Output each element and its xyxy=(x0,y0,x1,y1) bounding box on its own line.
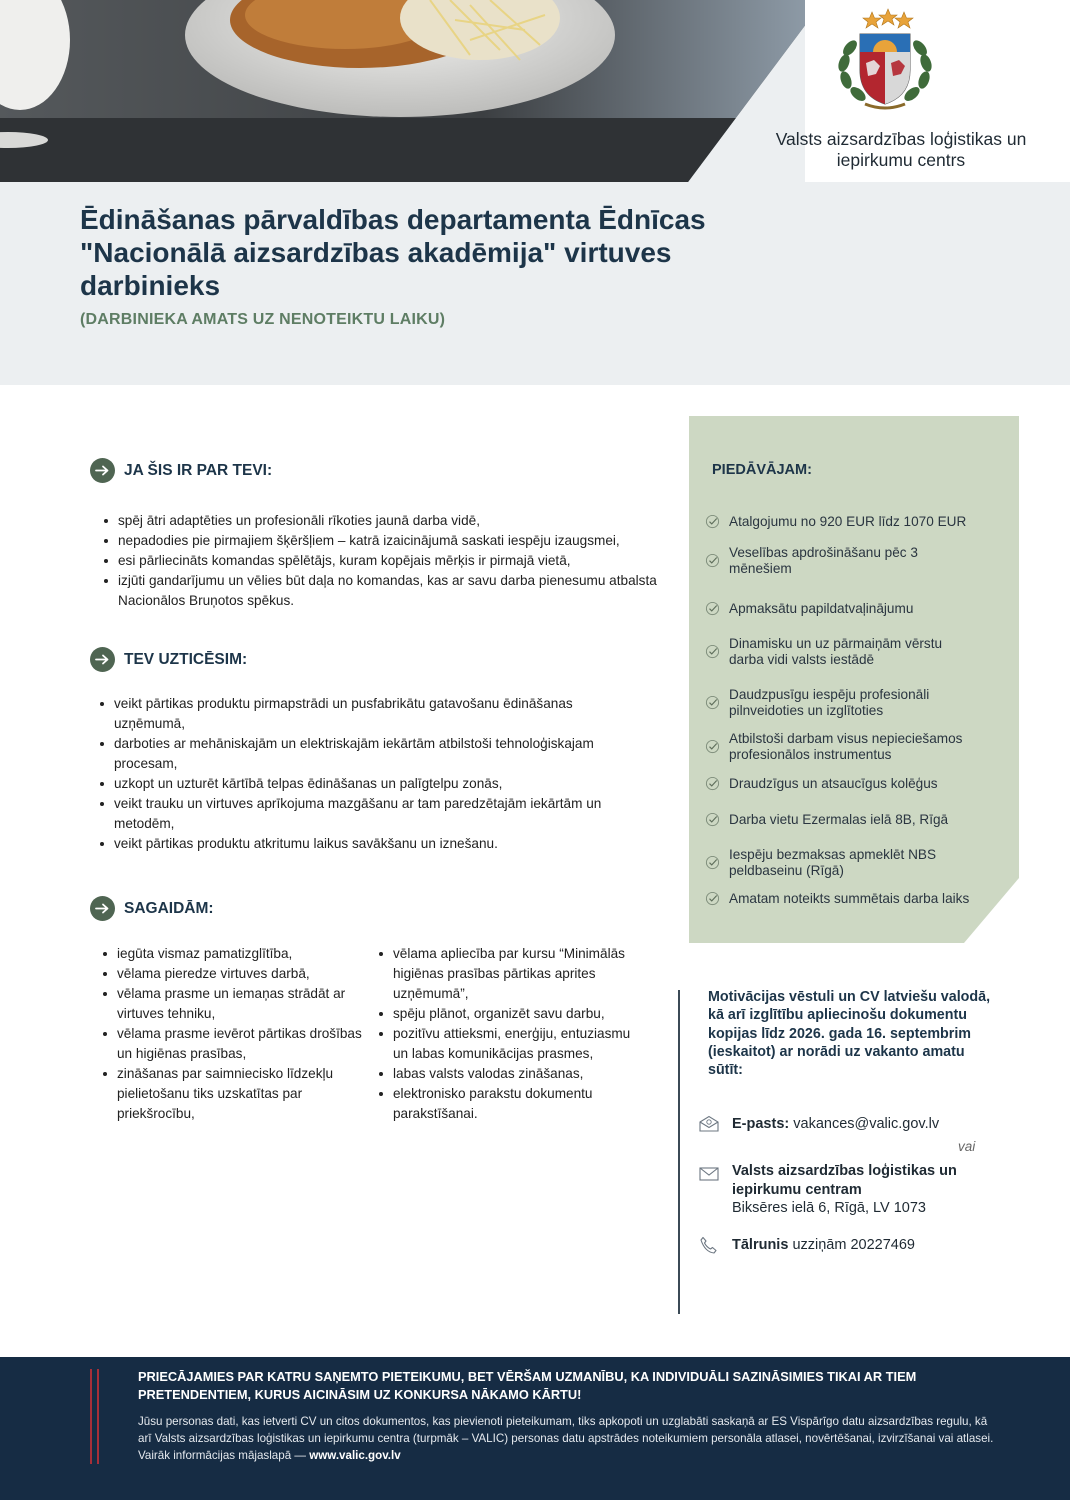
contact-divider xyxy=(678,990,680,1314)
offer-text: Dinamisku un uz pārmaiņām vērstu darba vidi valsts iestādē xyxy=(729,636,943,667)
or-text: vai xyxy=(958,1139,976,1154)
contact-email-row xyxy=(698,1115,939,1134)
list-item: izjūti gandarījumu un vēlies būt daļa no komandas, kas ar savu darba pienesumu atbalsta Nacionālos Bruņotos spēkus. xyxy=(102,571,662,611)
footer-accent-bars xyxy=(90,1369,104,1464)
offer-item xyxy=(705,731,995,762)
check-circle-icon xyxy=(705,776,720,791)
list-item: uzkopt un uzturēt kārtībā telpas ēdināšanas un palīgtelpu zonās, xyxy=(98,774,638,794)
offer-item xyxy=(705,545,995,576)
list-item: zināšanas par saimniecisko līdzekļu pielietošanu tiks uzskatītas par priekšrocību, xyxy=(101,1064,363,1124)
list-item: labas valsts valodas zināšanas, xyxy=(377,1064,649,1084)
contact-phone-row xyxy=(698,1236,915,1255)
offer-item xyxy=(705,514,995,530)
check-circle-icon xyxy=(705,695,720,710)
envelope-icon xyxy=(698,1165,720,1183)
offer-item xyxy=(705,891,995,907)
offer-text: Amatam noteikts summētais darba laiks xyxy=(729,891,970,906)
list-item: pozitīvu attieksmi, enerģiju, entuziasmu un labas komunikācijas prasmes, xyxy=(377,1024,649,1064)
list-item: veikt trauku un virtuves aprīkojuma mazgāšanu ar tam paredzētajām iekārtām un metodēm, xyxy=(98,794,638,834)
post-recipient: Valsts aizsardzības loģistikas un iepirkumu centram xyxy=(732,1163,957,1198)
page-title: Ēdināšanas pārvaldības departamenta Ēdnīcas "Nacionālā aizsardzības akadēmija" virtuves darbinieks xyxy=(80,204,706,301)
offer-item xyxy=(705,776,995,792)
offer-item xyxy=(705,601,995,617)
arrow-right-icon xyxy=(90,458,115,483)
check-circle-icon xyxy=(705,812,720,827)
check-circle-icon xyxy=(705,601,720,616)
list-item: vēlama pieredze virtuves darbā, xyxy=(101,964,363,984)
phone-label: Tālrunis xyxy=(732,1237,789,1253)
footer-notice: PRIECĀJAMIES PAR KATRU SAŅEMTO PIETEIKUMU, BET VĒRŠAM UZMANĪBU, KA INDIVIDUĀLI SAZINĀSIMIES TIKAI AR TIEM PRETENDENTIEM, KURUS AICINĀSIM UZ KONKURSA NĀKAMO KĀRTU! xyxy=(138,1369,917,1402)
list-item: veikt pārtikas produktu atkritumu laikus savākšanu un iznešanu. xyxy=(98,834,638,854)
header-food-photo xyxy=(0,0,805,182)
section-title-duties: TEV UZTICĒSIM: xyxy=(124,650,248,668)
about-list xyxy=(102,511,662,611)
list-item: nepadodies pie pirmajiem šķēršļiem – katrā izaicinājumā saskati iespēju izaugsmei, xyxy=(102,531,662,551)
offer-text: Atbilstoši darbam visus nepieciešamos profesionālos instrumentus xyxy=(729,731,963,762)
offer-item xyxy=(705,847,995,878)
section-title-expect: SAGAIDĀM: xyxy=(124,899,214,917)
check-circle-icon xyxy=(705,855,720,870)
email-label: E-pasts: xyxy=(732,1116,790,1132)
check-circle-icon xyxy=(705,514,720,529)
duties-list xyxy=(98,694,638,854)
section-header-about xyxy=(90,458,272,483)
list-item: spēju plānot, organizēt savu darbu, xyxy=(377,1004,649,1024)
list-item: elektronisko parakstu dokumentu parakstīšanai. xyxy=(377,1084,649,1124)
arrow-right-icon xyxy=(90,647,115,672)
check-circle-icon xyxy=(705,553,720,568)
list-item: vēlama prasme un iemaņas strādāt ar virtuves tehniku, xyxy=(101,984,363,1024)
footer-privacy-text xyxy=(138,1413,998,1464)
section-header-expect xyxy=(90,896,214,921)
expect-list-right xyxy=(377,944,649,1124)
list-item: darboties ar mehāniskajām un elektriskajām iekārtām atbilstoši tehnoloģiskajam procesam, xyxy=(98,734,638,774)
offer-text: Atalgojumu no 920 EUR līdz 1070 EUR xyxy=(729,514,967,529)
website-link[interactable]: www.valic.gov.lv xyxy=(309,1449,401,1462)
check-circle-icon xyxy=(705,739,720,754)
offer-title: PIEDĀVĀJAM: xyxy=(712,462,812,478)
section-title-about: JA ŠIS IR PAR TEVI: xyxy=(124,461,273,479)
coat-of-arms-icon xyxy=(830,8,940,113)
contact-post-row xyxy=(698,1162,982,1218)
offer-text: Apmaksātu papildatvaļinājumu xyxy=(729,601,914,616)
offer-text: Iespēju bezmaksas apmeklēt NBS peldbaseinu (Rīgā) xyxy=(729,847,937,878)
offer-item xyxy=(705,687,995,718)
envelope-at-icon xyxy=(698,1115,720,1133)
offer-item xyxy=(705,636,995,667)
offer-text: Veselības apdrošināšanu pēc 3 mēnešiem xyxy=(729,545,918,576)
list-item: vēlama prasme ievērot pārtikas drošības un higiēnas prasības, xyxy=(101,1024,363,1064)
offer-text: Daudzpusīgu iespēju profesionāli pilnveidoties un izglītoties xyxy=(729,687,930,718)
list-item: veikt pārtikas produktu pirmapstrādi un pusfabrikātu gatavošanu ēdināšanas uzņēmumā, xyxy=(98,694,638,734)
page-subtitle: (DARBINIEKA AMATS UZ NENOTEIKTU LAIKU) xyxy=(80,311,446,328)
offer-text: Draudzīgus un atsaucīgus kolēģus xyxy=(729,776,938,791)
list-item: esi pārliecināts komandas spēlētājs, kuram kopējais mērķis ir pirmajā vietā, xyxy=(102,551,662,571)
post-address: Biksēres ielā 6, Rīgā, LV 1073 xyxy=(732,1200,926,1216)
expect-list-left xyxy=(101,944,363,1124)
arrow-right-icon xyxy=(90,896,115,921)
organization-name: Valsts aizsardzības loģistikas un iepirkumu centrs xyxy=(775,129,1027,170)
check-circle-icon xyxy=(705,891,720,906)
application-instructions: Motivācijas vēstuli un CV latviešu valodā, kā arī izglītību apliecinošu dokumentu kopijas līdz 2026. gada 16. septembrim (ieskaitot) ar norādi uz vakanto amatu sūtīt: xyxy=(708,989,991,1079)
privacy-text: Jūsu personas dati, kas ietverti CV un citos dokumentos, kas pievienoti pieteikumam, tiks apkopoti un uzglabāti saskaņā ar ES Vispārīgo datu aizsardzības regulu, kā arī Valsts aizsardzības loģistikas un iepirkumu centra (turpmāk – VALIC) personas datu apstrādes noteikumiem personāla atlasei, novērtēšanai, izvirzīšanai vai atlasei. Vairāk informācijas mājaslapā — xyxy=(138,1415,994,1462)
section-header-duties xyxy=(90,647,247,672)
check-circle-icon xyxy=(705,644,720,659)
list-item: spēj ātri adaptēties un profesionāli rīkoties jaunā darba vidē, xyxy=(102,511,662,531)
list-item: iegūta vismaz pamatizglītība, xyxy=(101,944,363,964)
phone-icon xyxy=(698,1236,720,1254)
list-item: vēlama apliecība par kursu “Minimālās higiēnas prasības pārtikas aprites uzņēmumā”, xyxy=(377,944,649,1004)
offer-item xyxy=(705,812,995,828)
phone-number: uzziņām 20227469 xyxy=(792,1237,915,1253)
email-link[interactable]: vakances@valic.gov.lv xyxy=(793,1116,940,1132)
offer-text: Darba vietu Ezermalas ielā 8B, Rīgā xyxy=(729,812,949,827)
